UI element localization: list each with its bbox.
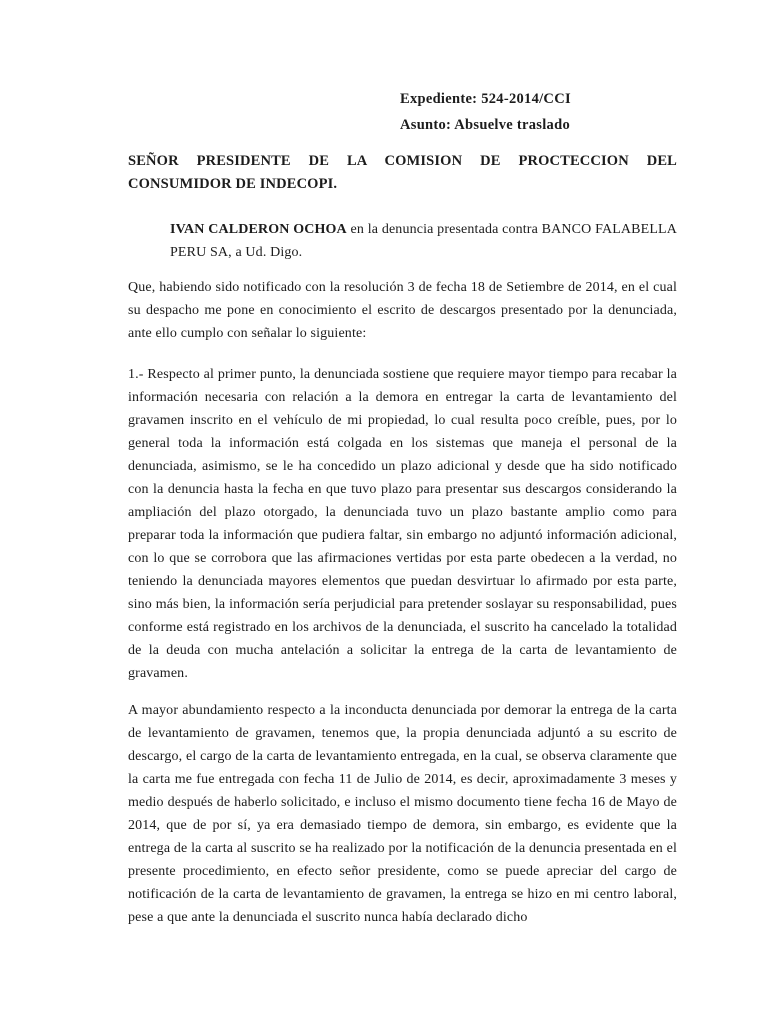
asunto-line: Asunto: Absuelve traslado — [400, 117, 570, 133]
opening-paragraph: Que, habiendo sido notificado con la resolución 3 de fecha 18 de Setiembre de 2014, en el cual su despacho me pone en conocimiento el escrito de descargos presentado por la denunciada, ante ello cumplo con señalar lo siguiente: — [128, 280, 677, 341]
point-2-paragraph: A mayor abundamiento respecto a la inconducta denunciada por demorar la entrega de la carta de levantamiento de gravamen, tenemos que, la propia denunciada adjuntó a su escrito de descargo, el cargo de la carta de levantamiento entregada, en la cual, se observa claramente que la carta me fue entregada con fecha 11 de Julio de 2014, es decir, aproximadamente 3 meses y medio después de haberlo solicitado, e incluso el mismo documento tiene fecha 16 de Mayo de 2014, que de por sí, ya era demasiado tiempo de demora, sin embargo, es evidente que la entrega de la carta al suscrito se ha realizado por la notificación de la denuncia presentada en el presente procedimiento, en efecto señor presidente, como se puede apreciar del cargo de notificación de la carta de levantamiento de gravamen, la entrega se hizo en mi centro laboral, pese a que ante la denunciada el suscrito nunca había declarado dicho — [128, 703, 677, 925]
intro-rest: en la denuncia presentada contra BANCO FALABELLA PERU SA, a Ud. Digo. — [170, 222, 677, 260]
case-header — [400, 86, 677, 138]
salutation: SEÑOR PRESIDENTE DE LA COMISION DE PROCTECCION DEL CONSUMIDOR DE INDECOPI. — [128, 153, 677, 192]
party-name: IVAN CALDERON OCHOA — [170, 222, 347, 237]
expediente-line: Expediente: 524-2014/CCI — [400, 91, 571, 107]
point-1-paragraph: 1.- Respecto al primer punto, la denunciada sostiene que requiere mayor tiempo para recabar la información necesaria con relación a la demora en entregar la carta de levantamiento del gravamen inscrito en el vehículo de mi propiedad, lo cual resulta poco creíble, pues, por lo general toda la información está colgada en los sistemas que maneja el personal de la denunciada, asimismo, se le ha concedido un plazo adicional y desde que ha sido notificado con la denuncia hasta la fecha en que tuvo plazo para presentar sus descargos considerando la ampliación del plazo otorgado, la denunciada tuvo un plazo bastante amplio como para preparar toda la información que pudiera faltar, sin embargo no adjuntó información adicional, con lo que se corrobora que las afirmaciones vertidas por esta parte obedecen a la verdad, no teniendo la denunciada mayores elementos que puedan desvirtuar lo afirmado por esta parte, sino más bien, la información sería perjudicial para pretender soslayar su responsabilidad, pues conforme está registrado en los archivos de la denunciada, el suscrito ha cancelado la totalidad de la deuda con mucha antelación a solicitar la entrega de la carta de levantamiento de gravamen. — [128, 367, 677, 681]
intro-paragraph — [128, 218, 677, 264]
document-content — [128, 86, 677, 929]
